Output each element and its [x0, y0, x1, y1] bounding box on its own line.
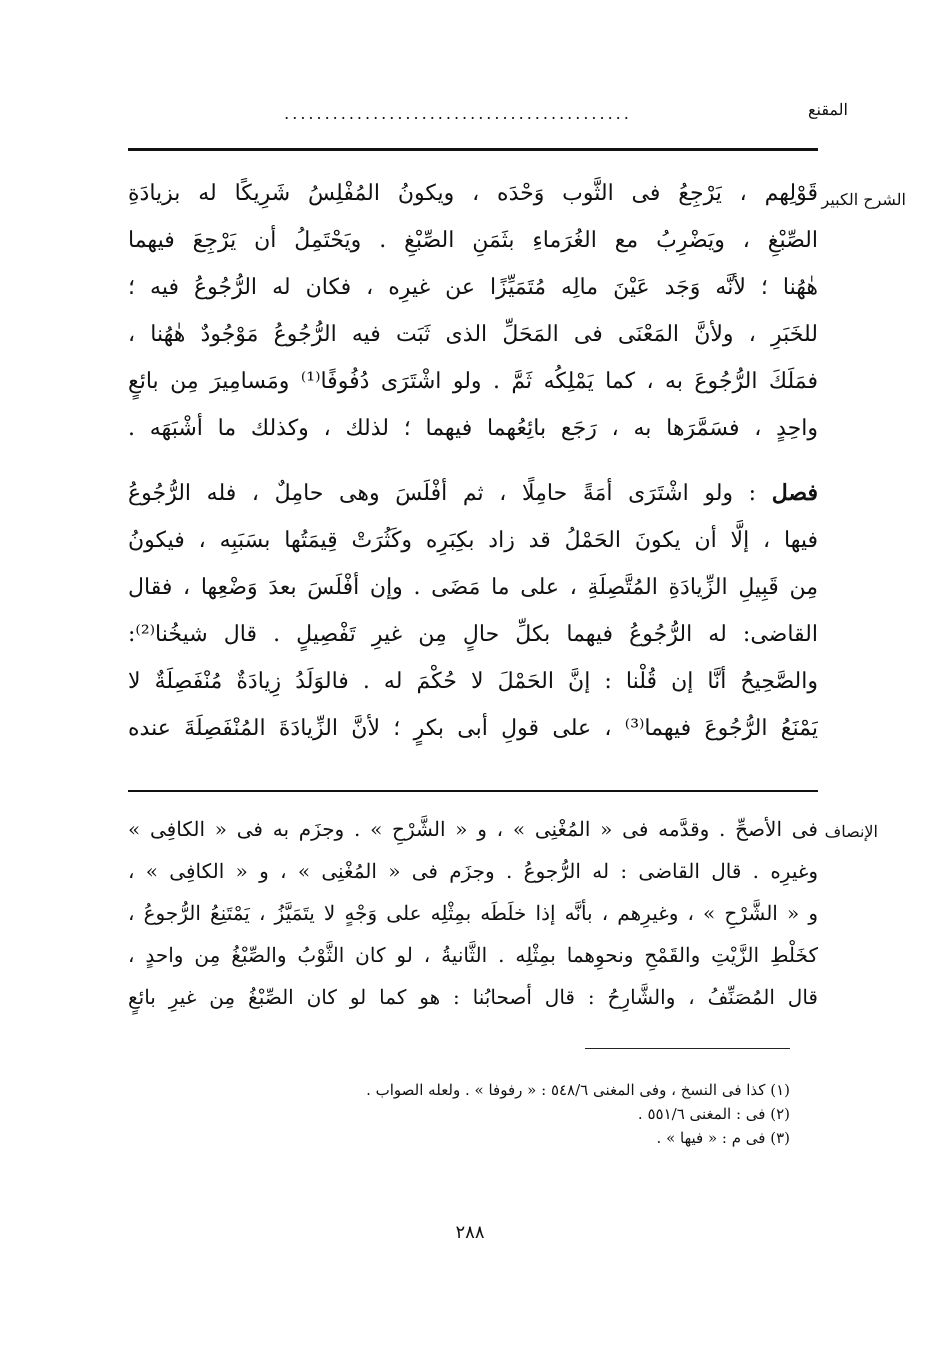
- section-heading-fasl: فصل: [771, 480, 818, 506]
- section-divider: [128, 790, 818, 792]
- text-line: قال المُصَنِّفُ ، والشَّارِحُ : قال أصحابُنا : هو كما لو كان الصِّبْغُ مِن غيرِ بائعٍ: [128, 985, 818, 1009]
- footnote-3: (٣) فى م : « فيها » .: [656, 1129, 790, 1147]
- text-line: القاضى: له الرُّجُوعُ فيهما بكلِّ حالٍ مِن غيرِ تَفْصِيلٍ . قال شيخُنا⁽²⁾:: [128, 622, 818, 647]
- header-dotted-leader: ...........................................: [284, 104, 632, 120]
- text-line: واحِدٍ ، فسَمَّرَها به ، رَجَع بائِعُهما فيهما ؛ لذلك ، وكذلك ما أشْبَهَه .: [128, 416, 818, 441]
- text-line: وغيرِه . قال القاضى : له الرُّجوعُ . وجزَم فى « المُغْنِى » ، و « الكافِى » ،: [128, 859, 818, 883]
- text-line: هٰهُنا ؛ لأنَّه وَجَد عَيْنَ مالِه مُتَمَيِّزًا عن غيرِه ، فكان له الرُّجُوعُ فيه ؛: [128, 275, 818, 300]
- text-line: فى الأصحِّ . وقدَّمه فى « المُغْنِى » ، و « الشَّرْحِ » . وجزَم به فى « الكافِى »: [128, 817, 818, 841]
- sharh-paragraph-2: [128, 470, 818, 752]
- footnotes: [300, 1078, 790, 1150]
- insaf-paragraph: [128, 808, 818, 1018]
- header-title: المقنع: [807, 100, 848, 119]
- text-line: مِن قَبِيلِ الزِّيادَةِ المُتَّصِلَةِ ، على ما مَضَى . وإن أفْلَسَ بعدَ وَضْعِها ، فقال: [128, 575, 818, 600]
- footnote-1: (١) كذا فى النسخ ، وفى المغنى ٥٤٨/٦ : « رفوفا » . ولعله الصواب .: [366, 1081, 790, 1099]
- side-label-sharh: الشرح الكبير: [821, 190, 906, 209]
- sharh-paragraph-1: [128, 170, 818, 452]
- text-line: و « الشَّرْحِ » ، وغيرِهم ، بأنَّه إذا خلَطَه بمِثْلِه على وَجْهٍ لا يتَمَيَّزُ ، يَمْتَنِعُ الرُّجوعُ ،: [128, 901, 818, 925]
- header-rule: [128, 148, 818, 151]
- text-line: الصِّبْغِ ، ويَضْرِبُ مع الغُرَماءِ بثَمَنِ الصِّبْغِ . ويَحْتَمِلُ أن يَرْجِعَ فيهما: [128, 228, 818, 253]
- text-line: للخَبَرِ ، ولأنَّ المَعْنَى فى المَحَلِّ الذى ثَبَت فيه الرُّجُوعُ مَوْجُودٌ هٰهُنا ،: [128, 322, 818, 347]
- page-number: ٢٨٨: [455, 1222, 485, 1243]
- side-label-insaf: الإنصاف: [824, 822, 878, 841]
- text-line: قَوْلِهم ، يَرْجِعُ فى الثَّوب وَحْدَه ، ويكونُ المُفْلِسُ شَرِيكًا له بزيادَةِ: [128, 181, 818, 206]
- text-line-with-heading: [128, 470, 818, 517]
- text-fragment: : ولو اشْتَرَى أمَةً حامِلًا ، ثم أفْلَسَ وهى حامِلٌ ، فله الرُّجُوعُ: [128, 481, 772, 506]
- text-line: كخَلْطِ الزَّيْتِ والقَمْحِ ونحوِهما بمِثْلِه . الثَّانيةُ ، لو كان الثَّوْبُ والصِّبْغُ مِن واحدٍ ،: [128, 943, 818, 967]
- footnote-rule: [585, 1048, 790, 1049]
- text-line: يَمْنَعُ الرُّجُوعَ فيهما⁽³⁾ ، على قولِ أبى بكرٍ ؛ لأنَّ الزِّيادَةَ المُنْفَصِلَةَ عنده: [128, 716, 818, 741]
- text-line: فمَلَكَ الرُّجُوعَ به ، كما يَمْلِكُه ثَمَّ . ولو اشْتَرَى دُفُوفًا⁽¹⁾ ومَسامِيرَ مِن بائعٍ: [128, 369, 818, 394]
- footnote-2: (٢) فى : المغنى ٥٥١/٦ .: [637, 1105, 790, 1123]
- text-line: والصَّحِيحُ أنَّا إن قُلْنا : إنَّ الحَمْلَ لا حُكْمَ له . فالوَلَدُ زِيادَةٌ مُنْفَصِلَةٌ لا: [128, 669, 818, 694]
- text-line: فيها ، إلَّا أن يكونَ الحَمْلُ قد زاد بكِبَرِه وكَثُرَتْ قِيمَتُها بسَبَبِه ، فيكونُ: [128, 528, 818, 553]
